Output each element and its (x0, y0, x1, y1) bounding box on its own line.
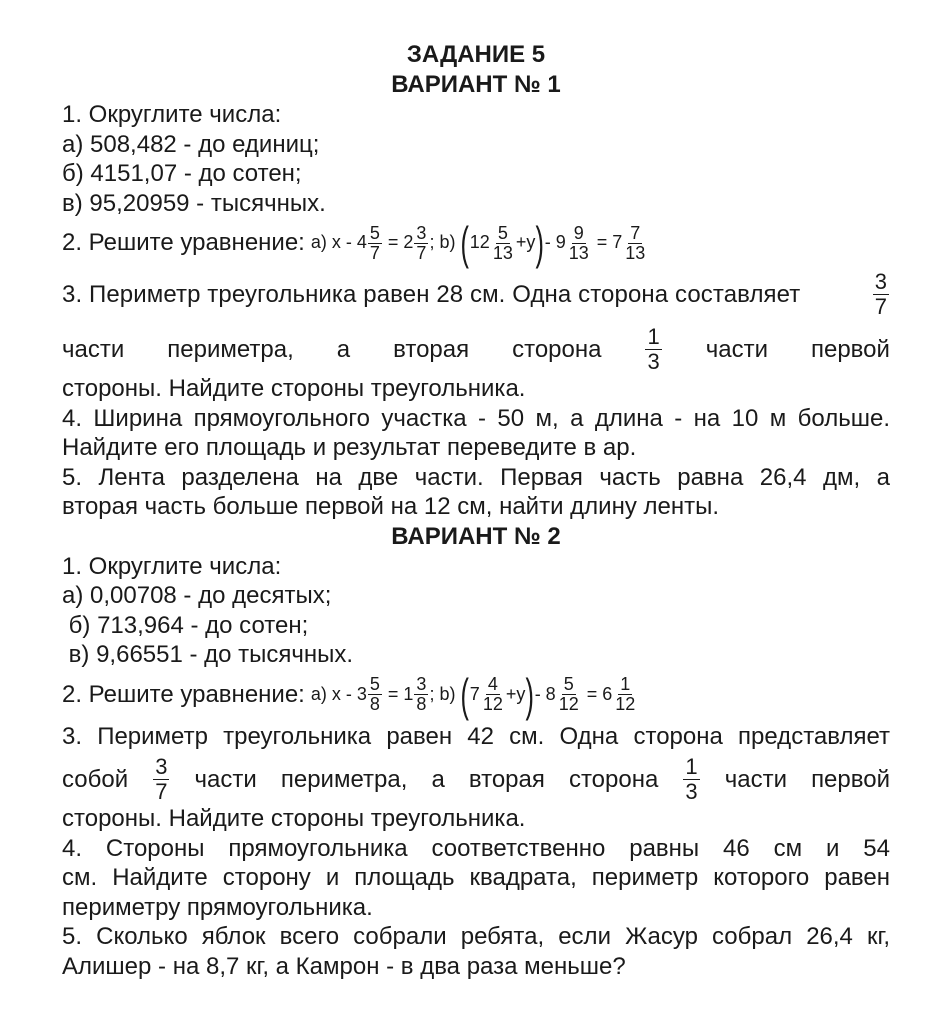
v1-q2-a-mid: = 2 (387, 232, 414, 253)
v2-q2-a-frac2: $\frac{3}{8}$ (416, 674, 427, 714)
v1-task-1 (62, 100, 890, 218)
v1-q2-b-in2: +y (515, 232, 536, 253)
v2-q3-line2: собой $\frac{3}{7}$ части периметра, а вторая сторона $\frac{1}{3}$ части первой (62, 754, 890, 804)
v2-q2-b-frac3: $\frac{1}{12}$ (615, 674, 636, 714)
v2-q4-line3: периметру прямоугольника. (62, 893, 373, 921)
v2-q5-line1: 5. Сколько яблок всего собрали ребята, если Жасур собрал 26,4 кг, (62, 923, 890, 950)
v2-q2-sep: ; b) (429, 683, 456, 704)
v1-q2-b-eq: = 7 (596, 232, 623, 253)
v1-q1-title: 1. Округлите числа: (62, 101, 282, 128)
v2-q2-a-frac1: $\frac{5}{8}$ (369, 674, 380, 714)
v1-q2-b-frac2: $\frac{9}{13}$ (568, 222, 589, 263)
v2-q3-line3: стороны. Найдите стороны треугольника. (62, 805, 526, 832)
v1-q3-line3: стороны. Найдите стороны треугольника. (62, 375, 526, 402)
v2-task-4 (62, 834, 890, 923)
v2-q1-b: б) 713,964 - до сотен; (62, 611, 309, 639)
v2-q5-line2: Алишер - на 8,7 кг, а Камрон - в два раза меньше? (62, 952, 626, 980)
left-paren: ( (460, 668, 470, 721)
worksheet (62, 40, 890, 981)
v1-q2-b-frac1: $\frac{5}{13}$ (492, 222, 513, 263)
v1-task-2 (62, 217, 890, 269)
v1-q4-line2: Найдите его площадь и результат переведите в ар. (62, 434, 637, 461)
v2-task-3 (62, 722, 890, 834)
right-paren: ) (535, 217, 545, 269)
v1-q2-equation (310, 217, 648, 269)
v2-task-2 (62, 668, 890, 721)
v2-q2-equation (310, 668, 638, 721)
v2-q3-line1: 3. Периметр треугольника равен 42 см. Одна сторона представляет (62, 722, 890, 750)
v1-q1-c: в) 95,20959 - тысячных. (62, 189, 326, 217)
v1-q2-a-pre: a) x - 4 (310, 232, 367, 253)
v1-q2-a-frac2: $\frac{3}{7}$ (416, 222, 427, 263)
v1-q3-frac1: $\frac{3}{7}$ (874, 269, 887, 319)
v2-q3-line2-a: собой (62, 765, 129, 793)
v1-q3-frac2: $\frac{1}{3}$ (647, 324, 660, 374)
v1-q2-label: 2. Решите уравнение: (62, 229, 305, 257)
v1-q5-line2: вторая часть больше первой на 12 см, найти длину ленты. (62, 493, 719, 520)
v2-q1-title: 1. Округлите числа: (62, 552, 282, 580)
v1-task-5 (62, 463, 890, 522)
v2-q2-label: 2. Решите уравнение: (62, 680, 305, 708)
v1-q2-b-in1: 12 (469, 232, 490, 253)
v2-q2-b-in1: 7 (469, 683, 480, 704)
v2-q2-b-after: - 8 (534, 683, 556, 704)
v1-q2-b-frac3: $\frac{7}{13}$ (625, 222, 646, 263)
v1-task-3 (62, 270, 890, 404)
page-title: ЗАДАНИЕ 5 (406, 41, 546, 68)
v2-q4-line1: 4. Стороны прямоугольника соответственно равны 46 см и 54 (62, 834, 890, 862)
v2-q2-b-eq: = 6 (586, 683, 613, 704)
v1-task-4 (62, 404, 890, 463)
v2-q2-a-pre: a) x - 3 (310, 683, 367, 704)
v2-q2-b-frac1: $\frac{4}{12}$ (482, 674, 503, 714)
v1-q2-b-after: - 9 (544, 232, 566, 253)
right-paren: ) (525, 668, 535, 721)
left-paren: ( (460, 217, 470, 269)
v1-q3-line1: 3. Периметр треугольника равен 28 см. Одна сторона составляет (62, 280, 801, 308)
v1-q2-sep: ; b) (429, 232, 456, 253)
v2-task-5 (62, 922, 890, 981)
v1-q1-a: а) 508,482 - до единиц; (62, 130, 320, 158)
v2-q4-line2: см. Найдите сторону и площадь квадрата, периметр которого равен (62, 864, 890, 891)
v2-task-1 (62, 552, 890, 670)
v2-q2-b-frac2: $\frac{5}{12}$ (558, 674, 579, 714)
variant-2-heading: ВАРИАНТ № 2 (391, 522, 561, 550)
v2-q3-frac1: $\frac{3}{7}$ (155, 754, 168, 804)
variant-1-heading: ВАРИАНТ № 1 (391, 71, 561, 98)
v1-q2-a-frac1: $\frac{5}{7}$ (369, 222, 380, 263)
v2-q1-c: в) 9,66551 - до тысячных. (62, 641, 354, 668)
v1-q4-line1: 4. Ширина прямоугольного участка - 50 м, а длина - на 10 м больше. (62, 404, 890, 432)
v2-q1-a: а) 0,00708 - до десятых; (62, 582, 332, 609)
v1-q5-line1: 5. Лента разделена на две части. Первая часть равна 26,4 дм, а (62, 463, 890, 491)
v2-q2-b-in2: +y (505, 683, 526, 704)
v1-q1-b: б) 4151,07 - до сотен; (62, 160, 302, 187)
v2-q3-frac2: $\frac{1}{3}$ (685, 754, 698, 804)
v1-q3-line2: части периметра, а вторая сторона $\frac{1}{3}$ части первой (62, 324, 890, 374)
v2-q2-a-mid: = 1 (387, 683, 414, 704)
